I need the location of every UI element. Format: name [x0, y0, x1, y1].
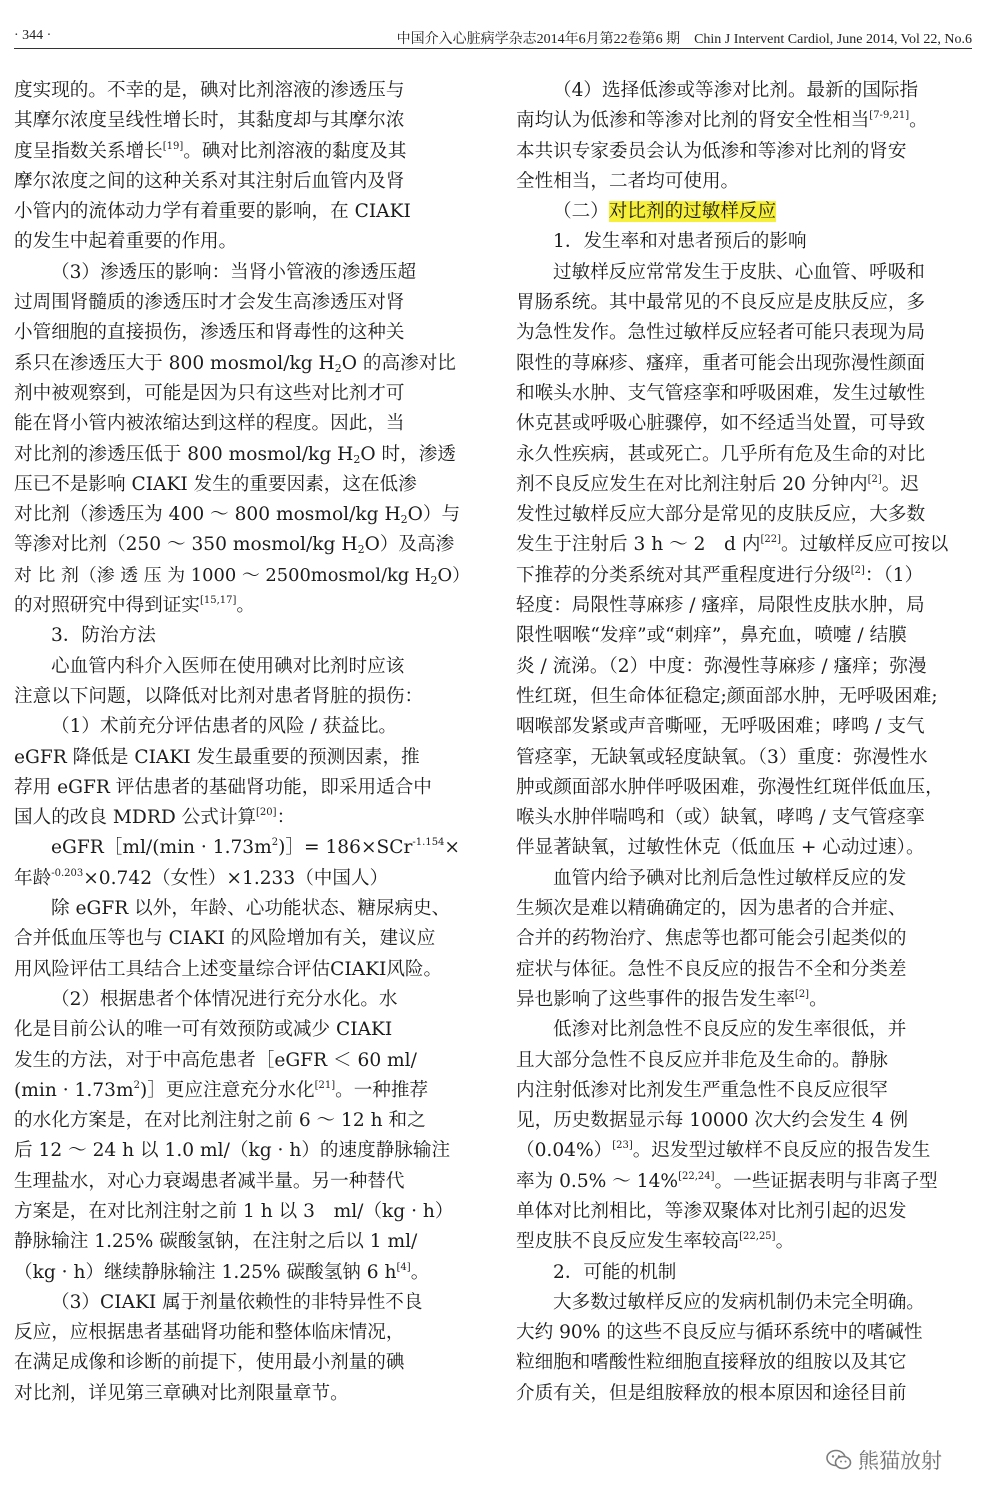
line-text: （0.04%）	[516, 1140, 613, 1162]
line-text: 过敏样反应常常发生于皮肤、心血管、呼吸和	[553, 261, 925, 283]
text-line	[516, 1379, 972, 1409]
text-line	[14, 803, 470, 833]
text-line	[14, 137, 470, 167]
text-line	[516, 1318, 972, 1348]
line-text: 。过敏样反应可按以	[780, 534, 949, 556]
line-text: 2．可能的机制	[553, 1261, 677, 1283]
line-text: （kg · h）继续静脉输注 1.25% 碳酸氢钠 6 h	[14, 1261, 397, 1283]
line-text: 心血管内科介入医师在使用碘对比剂时应该	[51, 655, 405, 677]
watermark	[826, 1445, 942, 1475]
superscript: [7-9,21]	[869, 110, 910, 122]
line-text: ×0.742（女性）×1.233（中国人）	[83, 867, 389, 889]
text-line	[14, 197, 470, 227]
line-text: 的水化方案是，在对比剂注射之前 6 ～ 12 h 和之	[14, 1110, 426, 1132]
text-line	[516, 1046, 972, 1076]
line-text: 喉头水肿伴喘鸣和（或）缺氧，哮鸣 / 支气管痉挛	[516, 807, 925, 829]
text-line	[14, 1379, 470, 1409]
text-line	[516, 167, 972, 197]
text-line	[516, 682, 972, 712]
line-text: 小管内的流体动力学有着重要的影响，在 CIAKI	[14, 201, 411, 223]
line-text: 血管内给予碘对比剂后急性过敏样反应的发	[553, 867, 907, 889]
line-text: 剂不良反应发生在对比剂注射后 20 分钟内	[516, 473, 868, 495]
text-line	[14, 1318, 470, 1348]
line-text: 化是目前公认的唯一可有效预防或减少 CIAKI	[14, 1019, 393, 1041]
text-line	[516, 1167, 972, 1197]
line-text: 肿或颜面部水肿伴呼吸困难，弥漫性红斑伴低血压，	[516, 776, 944, 798]
line-text: O 时，渗透	[360, 443, 456, 465]
line-text: 内注射低渗对比剂发生严重急性不良反应很罕	[516, 1079, 888, 1101]
line-text: (min · 1.73m	[14, 1079, 134, 1101]
line-text: （3）渗透压的影响：当肾小管液的渗透压超	[51, 261, 417, 283]
line-text: 对比剂（渗透压为 400 ～ 800 mosmol/kg H	[14, 504, 401, 526]
superscript: 2	[271, 837, 279, 849]
text-line	[516, 864, 972, 894]
text-line	[516, 530, 972, 560]
subscript: 2	[334, 361, 342, 375]
line-text: ×	[444, 837, 461, 859]
line-text: 管痉挛，无缺氧或轻度缺氧。（3）重度：弥漫性水	[516, 746, 928, 768]
line-text: 低渗对比剂急性不良反应的发生率很低，并	[553, 1019, 907, 1041]
text-line	[14, 106, 470, 136]
line-text: eGFR［ml/(min · 1.73m	[51, 837, 272, 859]
text-line	[14, 1258, 470, 1288]
text-line	[14, 258, 470, 288]
text-line	[14, 379, 470, 409]
text-line	[516, 106, 972, 136]
text-line	[516, 500, 972, 530]
text-line	[516, 894, 972, 924]
line-text: 摩尔浓度之间的这种关系对其注射后血管内及肾	[14, 170, 405, 192]
text-line	[14, 440, 470, 470]
right-column	[516, 76, 972, 1409]
line-text: 能在肾小管内被浓缩达到这样的程度。因此，当	[14, 413, 405, 435]
text-line	[14, 682, 470, 712]
line-text: 系只在渗透压大于 800 mosmol/kg H	[14, 352, 335, 374]
wechat-icon	[826, 1449, 852, 1471]
text-line	[516, 773, 972, 803]
line-text: （3）CIAKI 属于剂量依赖性的非特异性不良	[51, 1291, 423, 1313]
line-text: )］更应注意充分水化	[139, 1079, 315, 1101]
text-line	[516, 621, 972, 651]
line-text: )］= 186×SCr	[278, 837, 413, 859]
text-line	[14, 530, 470, 560]
line-text: 。	[909, 110, 928, 132]
line-text: 伴显著缺氧，过敏性休克（低血压 + 心动过速）。	[516, 837, 925, 859]
line-text: O 的高渗对比	[341, 352, 456, 374]
text-line	[14, 864, 470, 894]
text-line	[516, 1076, 972, 1106]
line-text: 见，历史数据显示每 10000 次大约会发生 4 例	[516, 1110, 909, 1132]
text-line	[14, 1106, 470, 1136]
line-text: 等渗对比剂（250 ～ 350 mosmol/kg H	[14, 534, 358, 556]
text-line	[14, 409, 470, 439]
text-line	[516, 318, 972, 348]
line-text: 发生于注射后 3 h ～ 2 d 内	[516, 534, 761, 556]
line-text: 限性咽喉“发痒”或“刺痒”，鼻充血，喷嚏 / 结膜	[516, 625, 907, 647]
line-text: 度实现的。不幸的是，碘对比剂溶液的渗透压与	[14, 80, 405, 101]
text-line	[14, 743, 470, 773]
superscript: [20]	[256, 807, 277, 819]
left-column	[14, 76, 470, 1409]
line-text: 休克甚或呼吸心脏骤停，如不经适当处置，可导致	[516, 413, 926, 435]
text-line	[516, 1288, 972, 1318]
watermark-text: 熊猫放射	[858, 1449, 942, 1473]
superscript: [23]	[612, 1140, 633, 1152]
text-line	[14, 167, 470, 197]
line-text: 除 eGFR 以外，年龄、心功能状态、糖尿病史、	[51, 898, 451, 920]
line-text: 方案是，在对比剂注射之前 1 h 以 3 ml/（kg · h）	[14, 1200, 454, 1222]
superscript: [2]	[850, 564, 865, 576]
text-line	[14, 1076, 470, 1106]
line-text: 下推荐的分类系统对其严重程度进行分级	[516, 564, 851, 586]
line-text: 压已不是影响 CIAKI 发生的重要因素，这在低渗	[14, 473, 417, 495]
line-text: 型皮肤不良反应发生率较高	[516, 1231, 740, 1253]
text-line	[14, 985, 470, 1015]
text-line	[516, 440, 972, 470]
line-text: 荐用 eGFR 评估患者的基础肾功能，即采用适合中	[14, 776, 432, 798]
superscript: -1.154	[412, 837, 445, 849]
text-line	[14, 1015, 470, 1045]
line-text: 。碘对比剂溶液的黏度及其	[183, 140, 407, 162]
line-text: 生理盐水，对心力衰竭患者减半量。另一种替代	[14, 1170, 405, 1192]
text-line	[14, 621, 470, 651]
line-text: 且大部分急性不良反应并非危及生命的。静脉	[516, 1049, 888, 1071]
superscript: 2	[133, 1079, 140, 1091]
page-number: · 344 ·	[14, 28, 52, 43]
line-text: 合并的药物治疗、焦虑等也都可能会引起类似的	[516, 928, 907, 950]
line-text: 全性相当，二者均可使用。	[516, 170, 740, 192]
text-line	[14, 833, 470, 863]
line-text: 单体对比剂相比，等渗双聚体对比剂引起的迟发	[516, 1200, 907, 1222]
superscript: -0.203	[51, 867, 84, 879]
text-line	[14, 1197, 470, 1227]
line-text: 用风险评估工具结合上述变量综合评估CIAKI风险。	[14, 958, 443, 980]
line-text: 3．防治方法	[51, 625, 156, 647]
line-text: 注意以下问题，以降低对比剂对患者肾脏的损伤：	[14, 685, 424, 707]
superscript: [2]	[867, 473, 882, 485]
line-text: 轻度：局限性荨麻疹 / 瘙痒，局限性皮肤水肿，局	[516, 595, 925, 617]
superscript: [22]	[760, 534, 781, 546]
text-line	[516, 924, 972, 954]
running-header	[14, 26, 972, 46]
text-line	[14, 318, 470, 348]
line-text: 。	[775, 1231, 795, 1253]
subscript: 2	[353, 452, 361, 466]
text-line	[14, 591, 470, 621]
line-text: （2）根据患者个体情况进行充分水化。水	[51, 988, 398, 1010]
text-line	[14, 1167, 470, 1197]
text-line	[516, 1348, 972, 1378]
line-text: 炎 / 流涕。（2）中度：弥漫性荨麻疹 / 瘙痒；弥漫	[516, 655, 927, 677]
line-text: （二）	[553, 201, 609, 223]
text-line	[14, 924, 470, 954]
line-text: eGFR 降低是 CIAKI 发生最重要的预测因素，推	[14, 746, 420, 768]
text-line	[516, 652, 972, 682]
line-text: 剂中被观察到，可能是因为只有这些对比剂才可	[14, 382, 405, 404]
text-line	[516, 1015, 972, 1045]
line-text: 限性的荨麻疹、瘙痒，重者可能会出现弥漫性颜面	[516, 352, 926, 374]
highlighted-heading: 对比剂的过敏样反应	[608, 201, 777, 223]
text-line	[14, 500, 470, 530]
line-text: 反应，应根据患者基础肾功能和整体临床情况，	[14, 1322, 405, 1344]
text-line	[14, 1288, 470, 1318]
line-text: 合并低血压等也与 CIAKI 的风险增加有关，建议应	[14, 928, 436, 950]
text-line	[14, 1227, 470, 1257]
text-line	[14, 773, 470, 803]
line-text: 率为 0.5% ～ 14%	[516, 1170, 679, 1192]
superscript: [22,25]	[739, 1231, 776, 1243]
text-line	[516, 379, 972, 409]
text-line	[516, 288, 972, 318]
line-text: 静脉输注 1.25% 碳酸氢钠，在注射之后以 1 ml/	[14, 1231, 418, 1253]
text-line	[14, 349, 470, 379]
line-text: 对比剂的渗透压低于 800 mosmol/kg H	[14, 443, 354, 465]
line-text: 的对照研究中得到证实	[14, 595, 200, 617]
superscript: [22,24]	[678, 1170, 715, 1182]
line-text: 。	[236, 595, 255, 617]
line-text: 年龄	[14, 867, 52, 889]
text-line	[516, 803, 972, 833]
text-line	[14, 1046, 470, 1076]
text-line	[516, 470, 972, 500]
line-text: O）	[437, 564, 470, 586]
line-text: 发生的方法，对于中高危患者［eGFR ＜ 60 ml/	[14, 1049, 417, 1071]
subscript: 2	[357, 543, 365, 557]
line-text: 胃肠系统。其中最常见的不良反应是皮肤反应，多	[516, 292, 926, 314]
superscript: [4]	[396, 1261, 411, 1273]
line-text: 过周围肾髓质的渗透压时才会发生高渗透压对肾	[14, 292, 405, 314]
superscript: [15,17]	[199, 595, 237, 607]
line-text: 和喉头水肿、支气管痉挛和呼吸困难，发生过敏性	[516, 382, 926, 404]
superscript: [19]	[162, 140, 184, 152]
text-line	[516, 561, 972, 591]
text-line	[14, 561, 470, 591]
line-text: 为急性发作。急性过敏样反应轻者可能只表现为局	[516, 322, 926, 344]
text-line	[516, 591, 972, 621]
text-line	[516, 1136, 972, 1166]
text-line	[516, 712, 972, 742]
text-line	[516, 1106, 972, 1136]
text-line	[516, 76, 972, 106]
line-text: 本共识专家委员会认为低渗和等渗对比剂的肾安	[516, 140, 907, 162]
text-line	[516, 137, 972, 167]
line-text: 异也影响了这些事件的报告发生率	[516, 988, 795, 1010]
text-line	[14, 470, 470, 500]
line-text: 对比剂，详见第三章碘对比剂限量章节。	[14, 1382, 349, 1404]
line-text: 症状与体征。急性不良反应的报告不全和分类差	[516, 958, 907, 980]
line-text: 大多数过敏样反应的发病机制仍未完全明确。	[553, 1291, 925, 1313]
text-line	[14, 76, 470, 106]
line-text: 。	[809, 988, 828, 1010]
text-line	[14, 652, 470, 682]
line-text: ：	[276, 807, 296, 829]
superscript: [2]	[794, 988, 810, 1000]
line-text: 发性过敏样反应大部分是常见的皮肤反应，大多数	[516, 504, 926, 526]
superscript: [21]	[314, 1079, 336, 1091]
header-rule	[14, 48, 972, 49]
line-text: 。一种推荐	[335, 1079, 429, 1101]
text-line	[516, 1227, 972, 1257]
text-line	[516, 1258, 972, 1288]
text-line	[14, 1348, 470, 1378]
text-line	[516, 955, 972, 985]
text-line	[14, 712, 470, 742]
line-text: 后 12 ～ 24 h 以 1.0 ml/（kg · h）的速度静脉输注	[14, 1140, 451, 1162]
line-text: 永久性疾病，甚或死亡。几乎所有危及生命的对比	[516, 443, 926, 465]
line-text: 国人的改良 MDRD 公式计算	[14, 807, 257, 829]
line-text: 粒细胞和嗜酸性粒细胞直接释放的组胺以及其它	[516, 1352, 907, 1374]
line-text: （4）选择低渗或等渗对比剂。最新的国际指	[553, 80, 919, 101]
line-text: O）与	[407, 504, 461, 526]
line-text: 对 比 剂（渗 透 压 为 1000 ～ 2500mosmol/kg H	[14, 564, 431, 586]
line-text: 大约 90% 的这些不良反应与循环系统中的嗜碱性	[516, 1322, 923, 1344]
text-line	[14, 894, 470, 924]
line-text: 。迟	[881, 473, 919, 495]
text-line	[516, 349, 972, 379]
text-line	[516, 197, 972, 227]
line-text: O）及高渗	[364, 534, 455, 556]
text-line	[516, 833, 972, 863]
line-text: 1．发生率和对患者预后的影响	[553, 231, 807, 253]
line-text: 。一些证据表明与非离子型	[714, 1170, 938, 1192]
line-text: （1）术前充分评估患者的风险 / 获益比。	[51, 716, 398, 738]
text-line	[516, 227, 972, 257]
line-text: 。	[410, 1261, 430, 1283]
text-line	[14, 288, 470, 318]
line-text: 度呈指数关系增长	[14, 140, 163, 162]
line-text: 的发生中起着重要的作用。	[14, 231, 238, 253]
line-text: 性红斑，但生命体征稳定;颜面部水肿，无呼吸困难;	[516, 685, 938, 707]
line-text: 生频次是难以精确确定的，因为患者的合并症、	[516, 898, 907, 920]
line-text: 南均认为低渗和等渗对比剂的肾安全性相当	[516, 110, 870, 132]
line-text: 。迟发型过敏样不良反应的报告发生	[632, 1140, 931, 1162]
journal-running-title: 中国介入心脏病学杂志2014年6月第22卷第6 期 Chin J Intervent Cardiol, June 2014, Vol 22, No.6	[396, 32, 972, 47]
subscript: 2	[400, 513, 408, 527]
text-line	[14, 955, 470, 985]
text-line	[516, 258, 972, 288]
line-text: 小管细胞的直接损伤，渗透压和肾毒性的这种关	[14, 322, 405, 344]
line-text: 在满足成像和诊断的前提下，使用最小剂量的碘	[14, 1352, 405, 1374]
text-line	[14, 1136, 470, 1166]
text-line	[516, 985, 972, 1015]
line-text: 咽喉部发紧或声音嘶哑，无呼吸困难；哮鸣 / 支气	[516, 716, 925, 738]
line-text: 介质有关，但是组胺释放的根本原因和途径目前	[516, 1382, 907, 1404]
text-line	[516, 409, 972, 439]
line-text: 其摩尔浓度呈线性增长时，其黏度却与其摩尔浓	[14, 110, 405, 132]
text-line	[516, 743, 972, 773]
subscript: 2	[430, 573, 438, 587]
text-line	[516, 1197, 972, 1227]
text-line	[14, 227, 470, 257]
line-text: ：（1）	[864, 564, 924, 586]
